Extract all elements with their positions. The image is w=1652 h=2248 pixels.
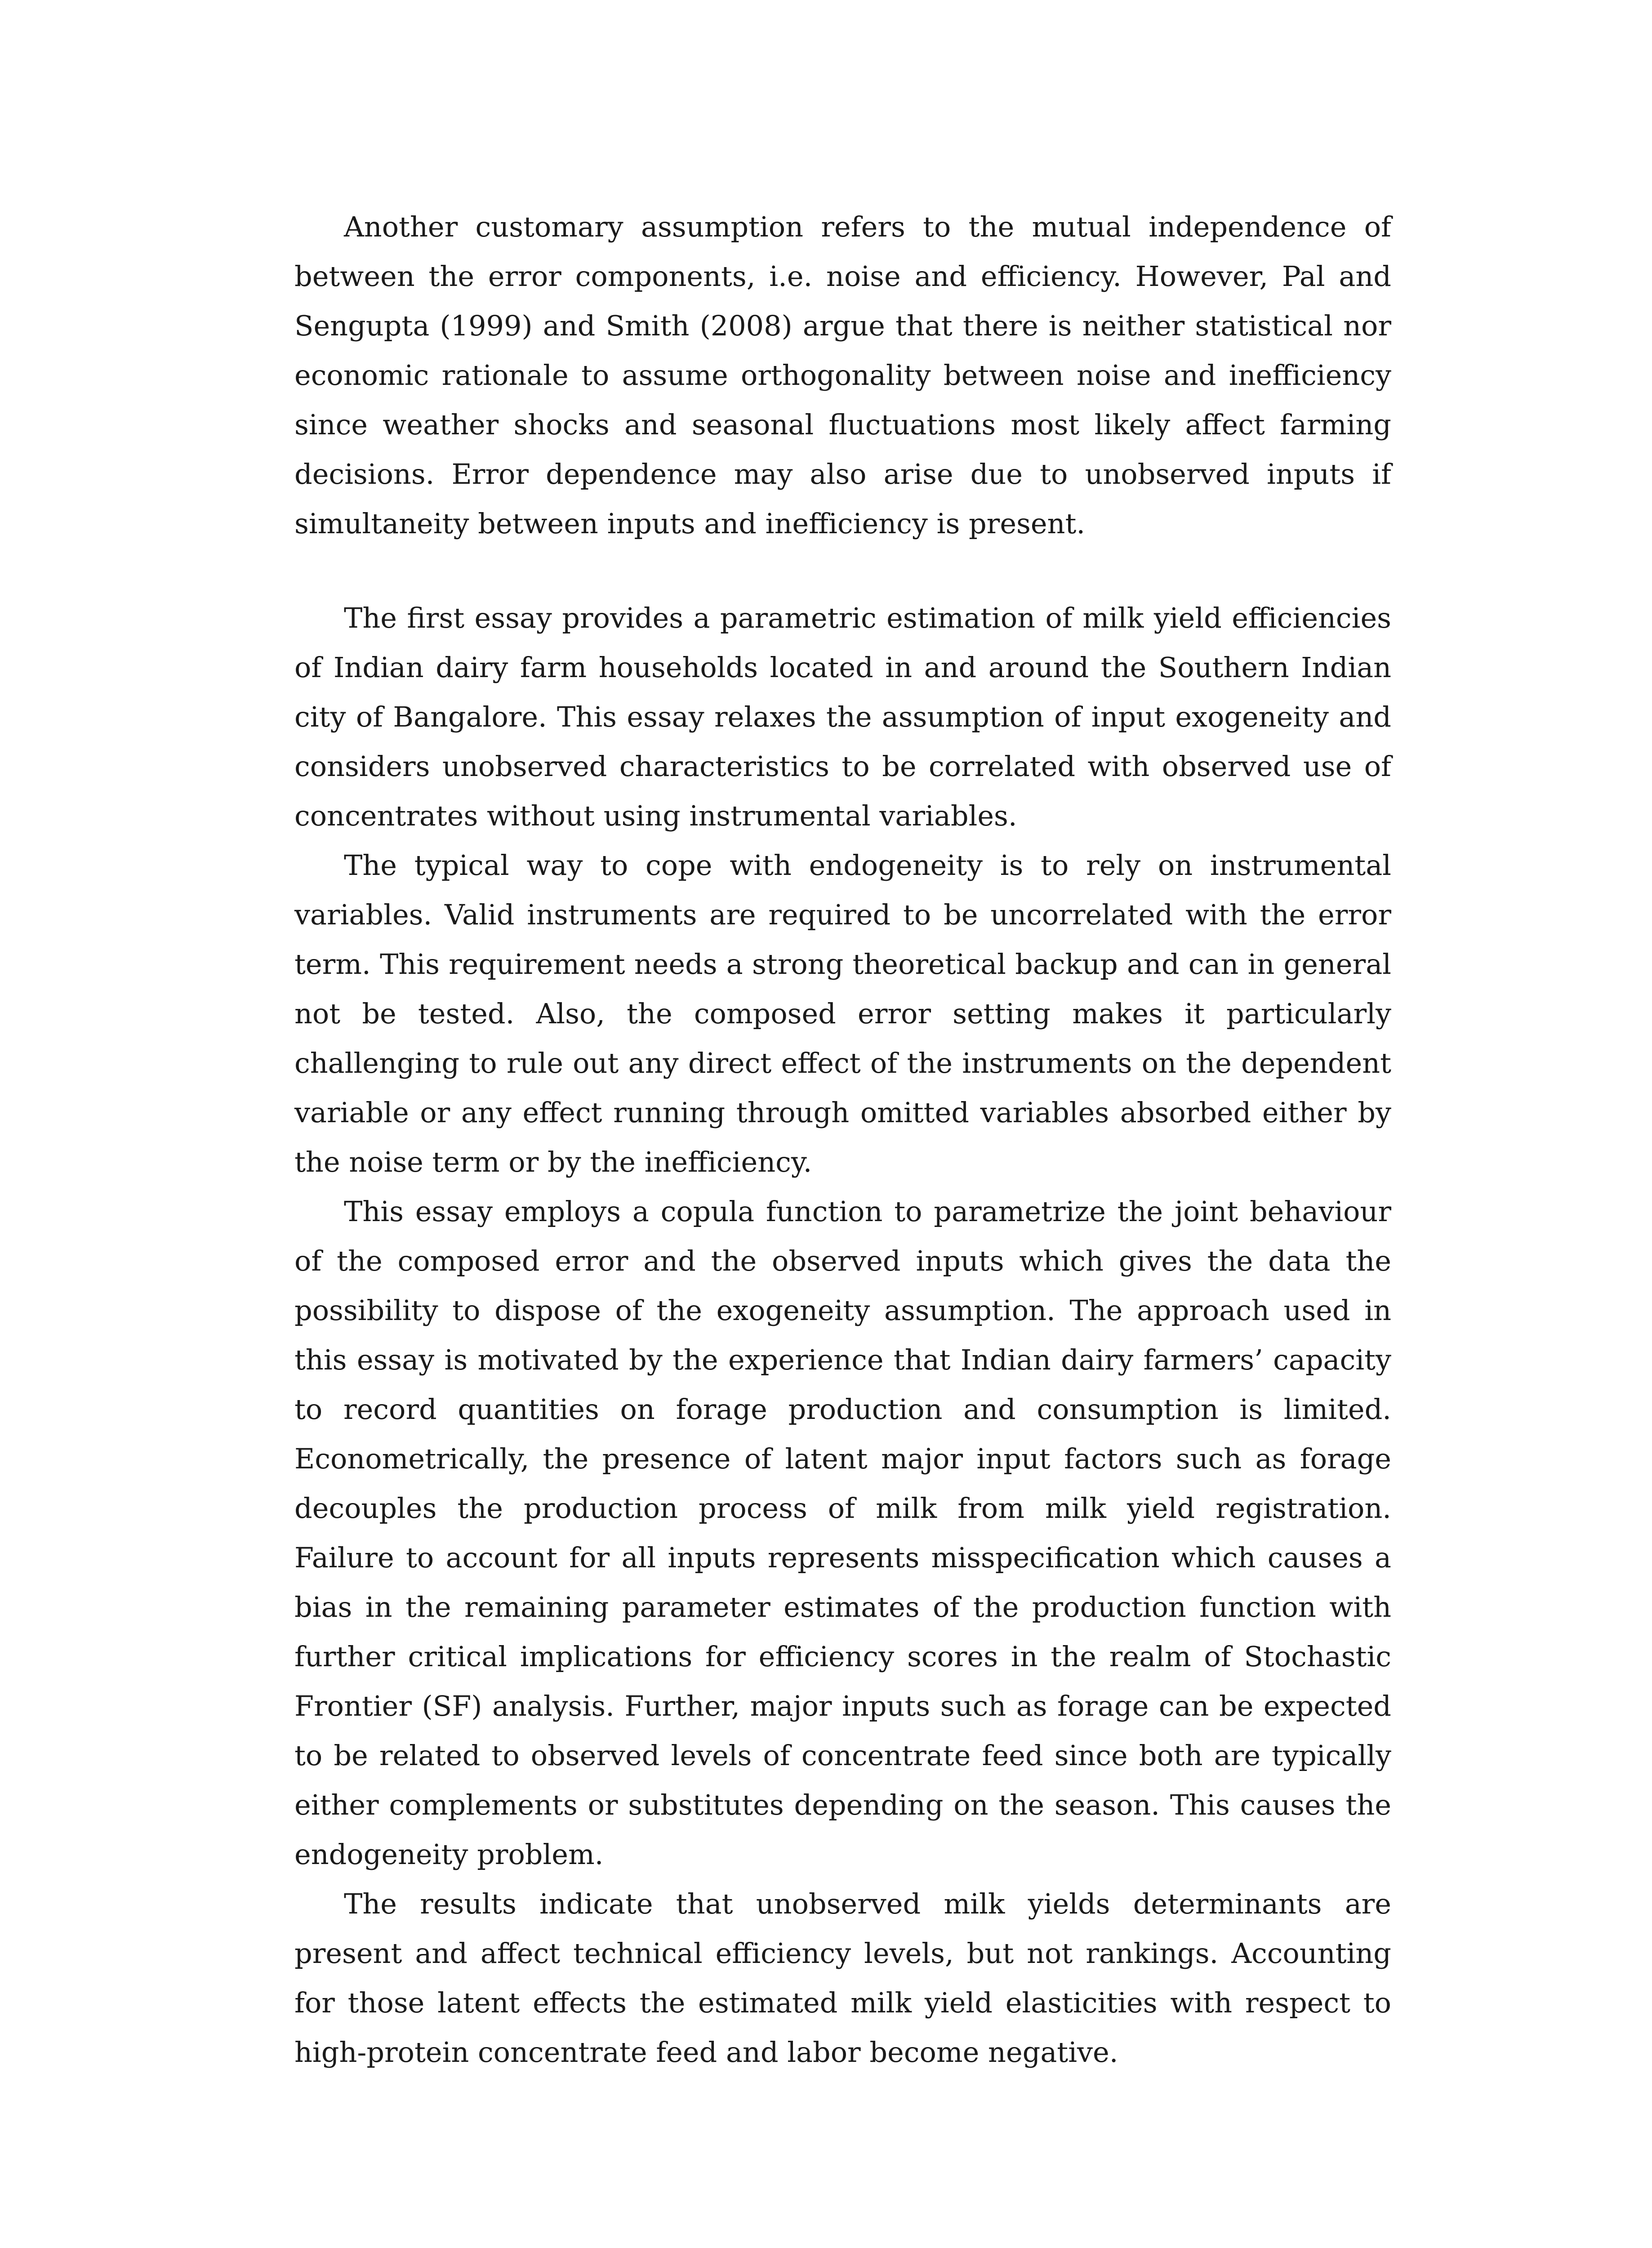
paragraph-error-independence: Another customary assumption refers to the mutual independence of between the error components, i.e. noise and efficiency. However, Pal and Sengupta (1999) and Smith (2008) argue that there is neither statistical nor economic rationale to assume orthogonality between noise and inefficiency since weather shocks and seasonal fluctuations most likely affect farming decisions. Error dependence may also arise due to unobserved inputs if simultaneity between inputs and inefficiency is present. (294, 210, 1391, 540)
paragraph-copula-approach: This essay employs a copula function to parametrize the joint behaviour of the composed error and the observed inputs which gives the data the possibility to dispose of the exogeneity assumption. The approach used in this essay is motivated by the experience that Indian dairy farmers’ capacity to record quantities on forage production and consumption is limited. Econometrically, the presence of latent major input factors such as forage decouples the production process of milk from milk yield registration. Failure to account for all inputs represents misspecification which causes a bias in the remaining parameter estimates of the production function with further critical implications for efficiency scores in the realm of Stochastic Frontier (SF) analysis. Further, major inputs such as forage can be expected to be related to observed levels of concentrate feed since both are typically either complements or substitutes depending on the season. This causes the endogeneity problem. (294, 1195, 1391, 1871)
first-essay-section (294, 593, 1391, 2077)
paragraph-results: The results indicate that unobserved milk yields determinants are present and affect technical efficiency levels, but not rankings. Accounting for those latent effects the estimated milk yield elasticities with respect to high-protein concentrate feed and labor become negative. (294, 1887, 1391, 2069)
paragraph-instrumental-variables: The typical way to cope with endogeneity is to rely on instrumental variables. Valid instruments are required to be uncorrelated with the error term. This requirement needs a strong theoretical backup and can in general not be tested. Also, the composed error setting makes it particularly challenging to rule out any direct effect of the instruments on the dependent variable or any effect running through omitted variables absorbed either by the noise term or by the inefficiency. (294, 849, 1391, 1178)
intro-section (294, 202, 1391, 549)
paragraph-first-essay: The first essay provides a parametric estimation of milk yield efficiencies of Indian dairy farm households located in and around the Southern Indian city of Bangalore. This essay relaxes the assumption of input exogeneity and considers unobserved characteristics to be correlated with observed use of concentrates without using instrumental variables. (294, 602, 1391, 832)
